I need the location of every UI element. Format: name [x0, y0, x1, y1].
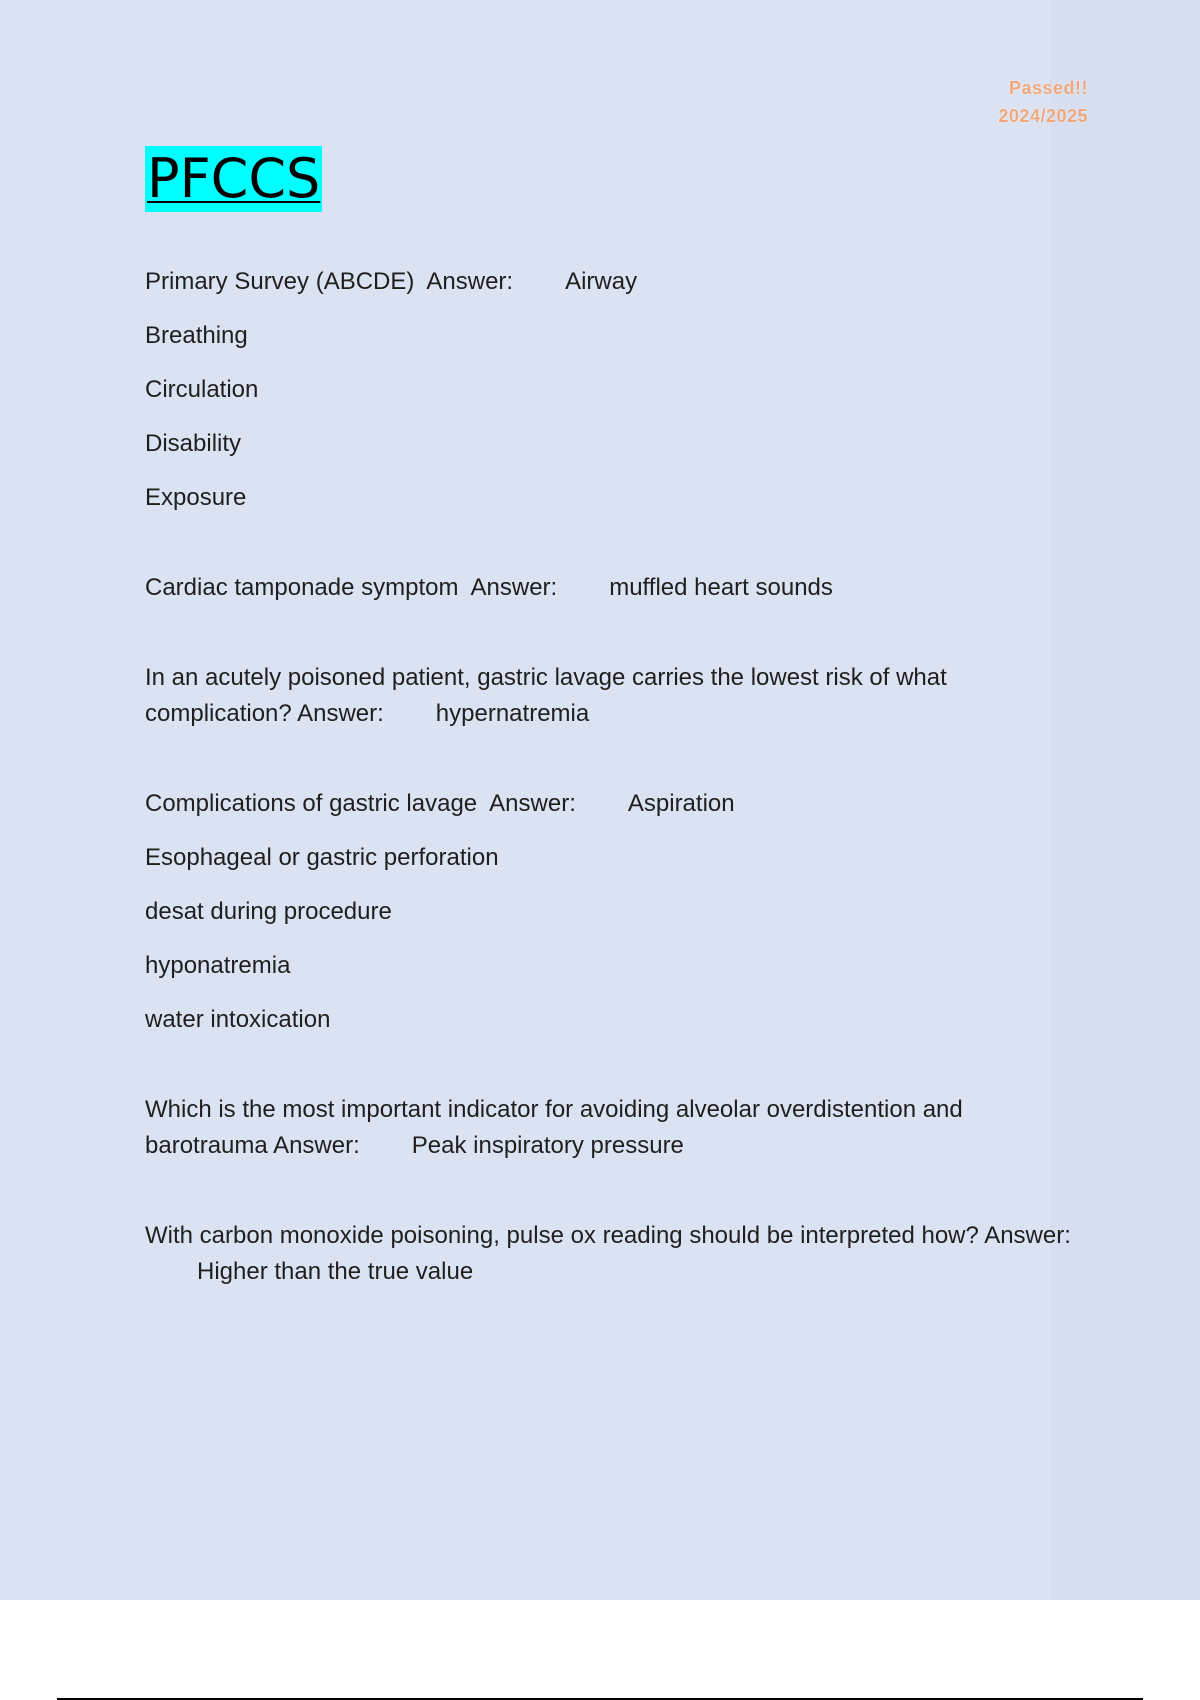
qa-item-1 — [145, 264, 1075, 300]
answer-extra-line: desat during procedure — [145, 898, 392, 925]
watermark — [998, 74, 1088, 130]
answer-extra-line: Esophageal or gastric perforation — [145, 844, 499, 871]
qa-item-4 — [145, 786, 1075, 822]
qa-item-2 — [145, 570, 1075, 606]
answer-label: Answer: — [273, 1132, 360, 1159]
question-text: Cardiac tamponade symptom — [145, 574, 459, 601]
answer-extra-line: Disability — [145, 430, 242, 457]
qa-item-3 — [145, 660, 1075, 732]
answer-text: Peak inspiratory pressure — [411, 1132, 684, 1159]
answer-label: Answer: — [984, 1222, 1071, 1249]
qa-item-5 — [145, 1092, 1075, 1164]
answer-label: Answer: — [426, 268, 514, 295]
document-body — [145, 264, 1075, 1308]
question-text: Which is the most important indicator for avoiding alveolar overdistention and barotrauma — [145, 1096, 963, 1159]
answer-label: Answer: — [470, 574, 558, 601]
answer-extra-line: Exposure — [145, 484, 247, 511]
question-text: Primary Survey (ABCDE) — [145, 268, 415, 295]
answer-label: Answer: — [489, 790, 576, 817]
answer-text: Higher than the true value — [197, 1258, 474, 1285]
answer-extra-line: hyponatremia — [145, 952, 291, 979]
question-text: In an acutely poisoned patient, gastric lavage carries the lowest risk of what complication? — [145, 664, 947, 727]
qa-item-6 — [145, 1218, 1075, 1290]
watermark-line-1: Passed!! — [1008, 78, 1088, 98]
answer-extra-line: Breathing — [145, 322, 248, 349]
answer-text: hypernatremia — [435, 700, 590, 727]
answer-text: Airway — [565, 268, 638, 295]
answer-text: muffled heart sounds — [609, 574, 833, 601]
answer-text: Aspiration — [627, 790, 735, 817]
watermark-line-2: 2024/2025 — [998, 106, 1088, 126]
answer-extra-line: Circulation — [145, 376, 259, 403]
answer-extra-line: water intoxication — [145, 1006, 331, 1033]
question-text: With carbon monoxide poisoning, pulse ox reading should be interpreted how? — [145, 1222, 979, 1249]
question-text: Complications of gastric lavage — [145, 790, 478, 817]
answer-label: Answer: — [297, 700, 384, 727]
document-title: PFCCS — [147, 147, 321, 210]
